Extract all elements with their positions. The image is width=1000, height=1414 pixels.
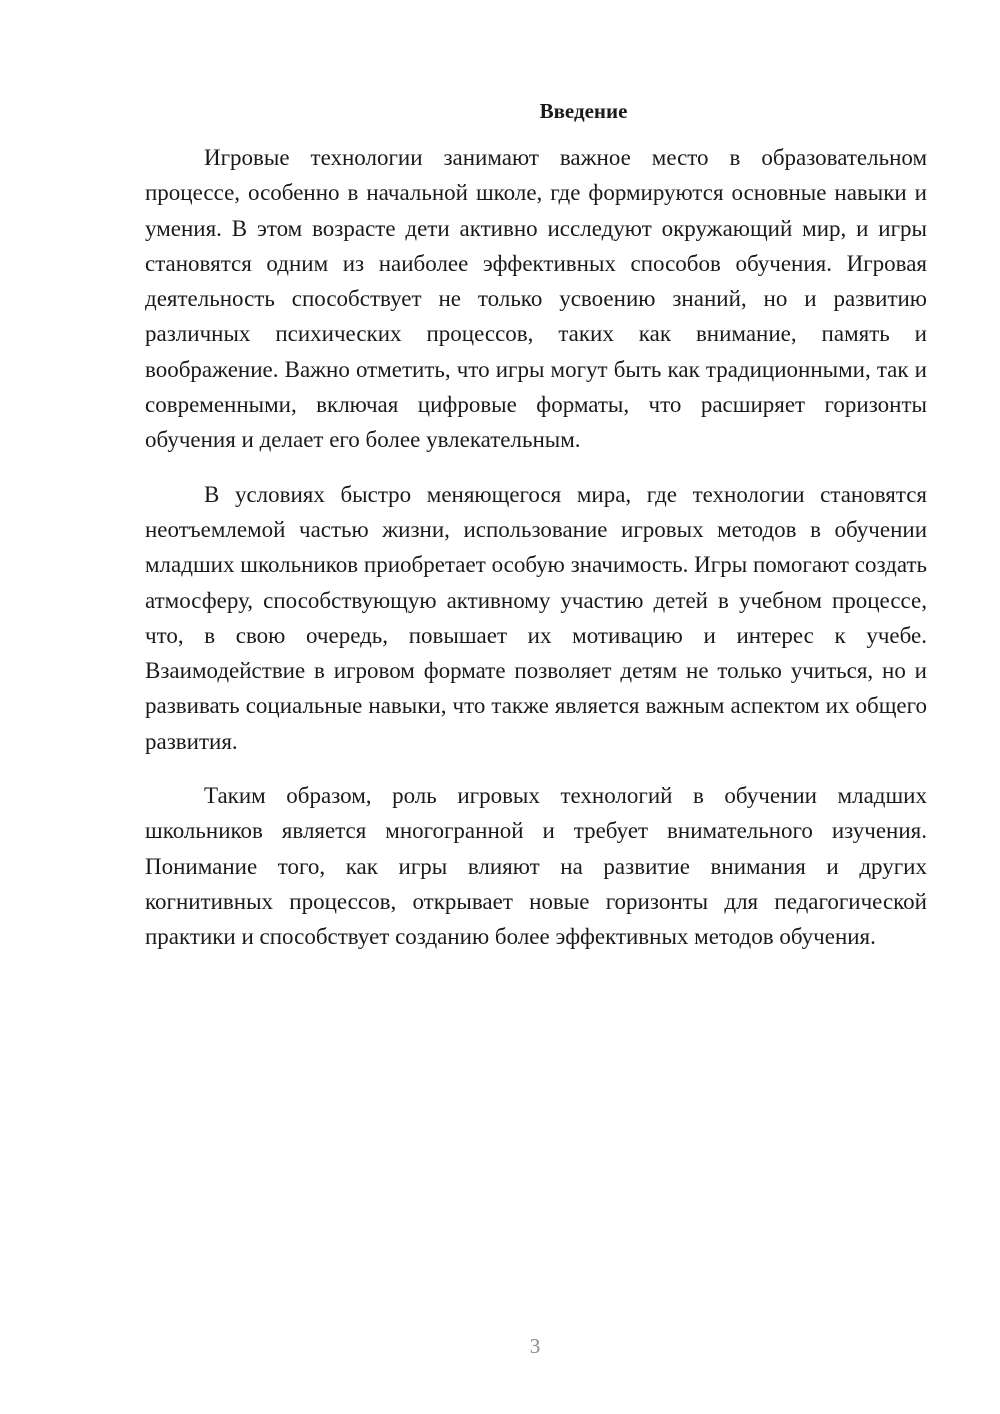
paragraph-1: Игровые технологии занимают важное место в образовательном процессе, особенно в начальной школе, где формируются основные навыки и умения. В этом возрасте дети активно исследуют окружающий мир, и игры становятся одним из наиболее эффективных способов обучения. Игровая деятельность способствует не только усвоению знаний, но и развитию различных психических процессов, таких как внимание, память и воображение. Важно отметить, что игры могут быть как традиционными, так и современными, включая цифровые форматы, что расширяет горизонты обучения и делает его более увлекательным. xyxy=(145,145,927,453)
page-content xyxy=(145,96,927,974)
paragraph-3: Таким образом, роль игровых технологий в обучении младших школьников является многогранной и требует внимательного изучения. Понимание того, как игры влияют на развитие внимания и других когнитивных процессов, открывает новые горизонты для педагогической практики и способствует созданию более эффективных методов обучения. xyxy=(145,783,927,950)
paragraph-2: В условиях быстро меняющегося мира, где технологии становятся неотъемлемой частью жизни, использование игровых методов в обучении младших школьников приобретает особую значимость. Игры помогают создать атмосферу, способствующую активному участию детей в учебном процессе, что, в свою очередь, повышает их мотивацию и интерес к учебе. Взаимодействие в игровом формате позволяет детям не только учиться, но и развивать социальные навыки, что также является важным аспектом их общего развития. xyxy=(145,481,927,754)
section-title: Введение xyxy=(539,99,628,123)
page-number: 3 xyxy=(529,1334,541,1358)
